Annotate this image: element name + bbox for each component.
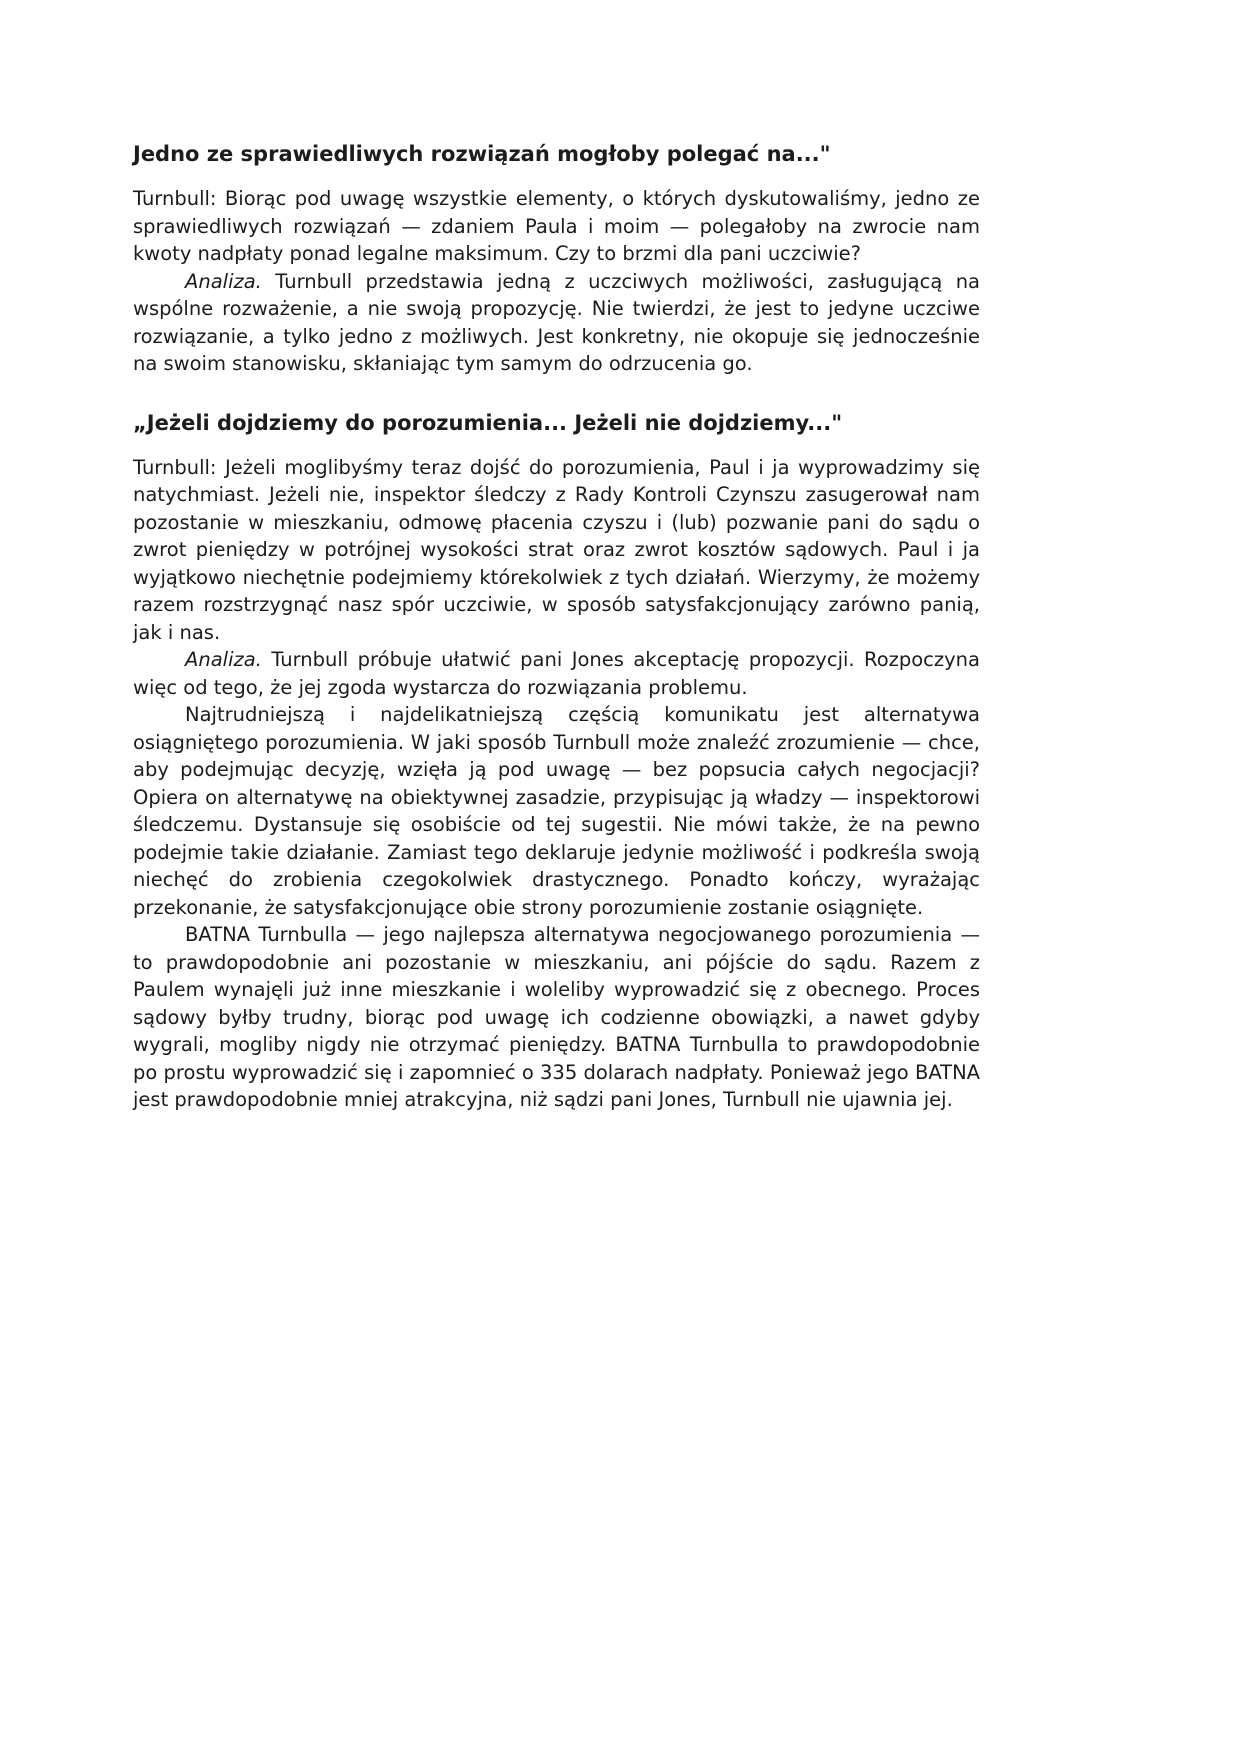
analysis-lead-1: Analiza. — [185, 269, 262, 293]
analysis-paragraph-3: Najtrudniejszą i najdelikatniejszą częścią komunikatu jest alternatywa osiągniętego porozumienia. W jaki sposób Turnbull może znaleźć zrozumienie — chce, aby podejmując decyzję, wzięła ją pod uwagę — bez popsucia całych negocjacji? Opiera on alternatywę na obiektywnej zasadzie, przypisując ją władzy — inspektorowi śledczemu. Dystansuje się osobiście od tej sugestii. Nie mówi także, że na pewno podejmie takie działanie. Zamiast tego deklaruje jedynie możliwość i podkreśla swoją niechęć do zrobienia czegokolwiek drastycznego. Ponadto kończy, wyrażając przekonanie, że satysfakcjonujące obie strony porozumienie zostanie osiągnięte. — [133, 703, 980, 919]
document-page — [133, 140, 980, 1114]
dialogue-paragraph-turnbull-2: Turnbull: Jeżeli moglibyśmy teraz dojść do porozumienia, Paul i ja wyprowadzimy się natychmiast. Jeżeli nie, inspektor śledczy z Rady Kontroli Czynszu zasugerował nam pozostanie w mieszkaniu, odmowę płacenia czyszu i (lub) pozwanie pani do sądu o zwrot pieniędzy w potrójnej wysokości strat oraz zwrot kosztów sądowych. Paul i ja wyjątkowo niechętnie podejmiemy którekolwiek z tych działań. Wierzymy, że możemy razem rozstrzygnąć nasz spór uczciwie, w sposób satysfakcjonujący zarówno panią, jak i nas. — [133, 455, 980, 644]
analysis-paragraph-1 — [133, 268, 980, 378]
analysis-text-1: Turnbull przedstawia jedną z uczciwych możliwości, zasługującą na wspólne rozważenie, a nie swoją propozycję. Nie twierdzi, że jest to jedyne uczciwe rozwiązanie, a tylko jedno z możliwych. Jest konkretny, nie okopuje się jednocześnie na swoim stanowisku, skłaniając tym samym do odrzucenia go. — [133, 269, 980, 375]
analysis-lead-2: Analiza. — [185, 648, 262, 671]
analysis-text-2: Turnbull próbuje ułatwić pani Jones akceptację propozycji. Rozpoczyna więc od tego, że jej zgoda wystarcza do rozwiązania problemu. — [133, 648, 980, 699]
dialogue-paragraph-turnbull-1: Turnbull: Biorąc pod uwagę wszystkie elementy, o których dyskutowaliśmy, jedno ze sprawiedliwych rozwiązań — zdaniem Paula i moim — polegałoby na zwrocie nam kwoty nadpłaty ponad legalne maksimum. Czy to brzmi dla pani uczciwie? — [133, 187, 980, 265]
section-heading-fair-solution: Jedno ze sprawiedliwych rozwiązań mogłoby polegać na..." — [133, 142, 831, 166]
section-heading-agreement: „Jeżeli dojdziemy do porozumienia... Jeżeli nie dojdziemy..." — [133, 410, 843, 435]
analysis-paragraph-2 — [133, 646, 980, 701]
analysis-paragraph-batna: BATNA Turnbulla — jego najlepsza alternatywa negocjowanego porozumienia — to prawdopodobnie ani pozostanie w mieszkaniu, ani pójście do sądu. Razem z Paulem wynajęli już inne mieszkanie i woleliby wyprowadzić się z obecnego. Proces sądowy byłby trudny, biorąc pod uwagę ich codzienne obowiązki, a nawet gdyby wygrali, mogliby nigdy nie otrzymać pieniędzy. BATNA Turnbulla to prawdopodobnie po prostu wyprowadzić się i zapomnieć o 335 dolarach nadpłaty. Ponieważ jego BATNA jest prawdopodobnie mniej atrakcyjna, niż sądzi pani Jones, Turnbull nie ujawnia jej. — [133, 923, 980, 1111]
